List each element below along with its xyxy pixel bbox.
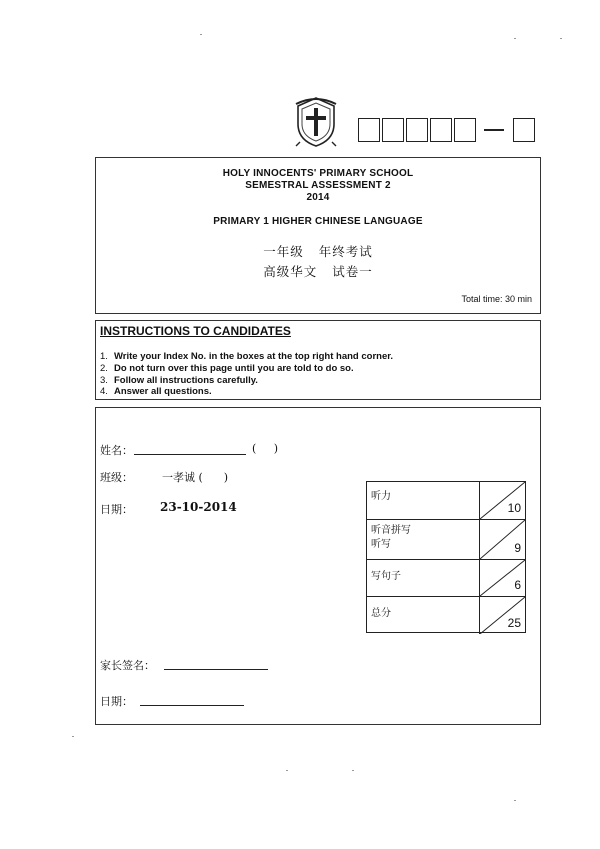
score-row <box>367 482 525 520</box>
instruction-item <box>100 386 212 397</box>
scan-speck <box>514 800 516 801</box>
scan-speck <box>286 770 288 771</box>
subject-title: PRIMARY 1 HIGHER CHINESE LANGUAGE <box>213 216 423 227</box>
instruction-number: 4. <box>100 386 108 397</box>
chinese-title-line-1: 一年级 年终考试 <box>263 244 373 259</box>
title-box <box>95 157 541 314</box>
class-box[interactable] <box>513 118 535 142</box>
instruction-number: 2. <box>100 363 108 374</box>
signature-date-label: 日期： <box>100 695 133 708</box>
score-cell[interactable] <box>479 560 525 596</box>
class-label: 班级： <box>100 471 133 484</box>
parent-signature-field[interactable] <box>164 669 268 670</box>
score-cell[interactable] <box>479 482 525 519</box>
index-box[interactable] <box>382 118 404 142</box>
score-cell[interactable] <box>479 597 525 634</box>
instruction-item <box>100 363 354 374</box>
score-label: 听力 <box>371 491 391 502</box>
score-table <box>366 481 526 633</box>
name-label: 姓名： <box>100 444 133 457</box>
assessment-name: SEMESTRAL ASSESSMENT 2 <box>245 180 391 191</box>
score-row <box>367 597 525 634</box>
instruction-item <box>100 351 393 362</box>
score-label: 总分 <box>371 608 391 619</box>
date-label: 日期： <box>100 503 133 516</box>
score-row <box>367 520 525 560</box>
date-value: 23-10-2014 <box>160 500 237 514</box>
score-max: 6 <box>514 578 521 592</box>
assessment-year: 2014 <box>306 192 330 203</box>
name-field[interactable] <box>134 454 246 455</box>
parent-signature-label: 家长签名： <box>100 659 155 672</box>
instruction-number: 3. <box>100 375 108 386</box>
instructions-title: INSTRUCTIONS TO CANDIDATES <box>100 324 291 338</box>
instruction-text: Write your Index No. in the boxes at the top right hand corner. <box>114 351 394 362</box>
index-box[interactable] <box>430 118 452 142</box>
signature-date-field[interactable] <box>140 705 244 706</box>
score-cell[interactable] <box>479 520 525 559</box>
scan-speck <box>72 736 74 737</box>
chinese-title-line-2: 高级华文 试卷一 <box>263 264 373 279</box>
score-max: 9 <box>514 541 521 555</box>
score-label: 听音拼写 听写 <box>371 525 411 550</box>
score-max: 25 <box>507 616 521 630</box>
instruction-text: Answer all questions. <box>114 386 212 397</box>
class-value: 一孝诚 ( ) <box>162 471 229 484</box>
scan-speck <box>514 38 516 39</box>
score-row <box>367 560 525 597</box>
school-crest-logo <box>294 96 338 148</box>
instruction-number: 1. <box>100 351 108 362</box>
register-number-field[interactable]: ( ) <box>252 442 279 455</box>
index-dash <box>484 129 504 131</box>
details-box <box>95 407 541 725</box>
score-max: 10 <box>507 501 521 515</box>
index-box[interactable] <box>358 118 380 142</box>
instruction-text: Do not turn over this page until you are told to do so. <box>114 363 354 374</box>
instruction-item <box>100 375 258 386</box>
total-time: Total time: 30 min <box>461 294 532 304</box>
score-label: 写句子 <box>371 571 401 582</box>
school-name: HOLY INNOCENTS' PRIMARY SCHOOL <box>222 168 414 179</box>
scan-speck <box>352 770 354 771</box>
instructions-box <box>95 320 541 400</box>
scan-speck <box>200 34 202 35</box>
scan-speck <box>560 38 562 39</box>
instruction-text: Follow all instructions carefully. <box>114 375 258 386</box>
index-box[interactable] <box>454 118 476 142</box>
index-box[interactable] <box>406 118 428 142</box>
